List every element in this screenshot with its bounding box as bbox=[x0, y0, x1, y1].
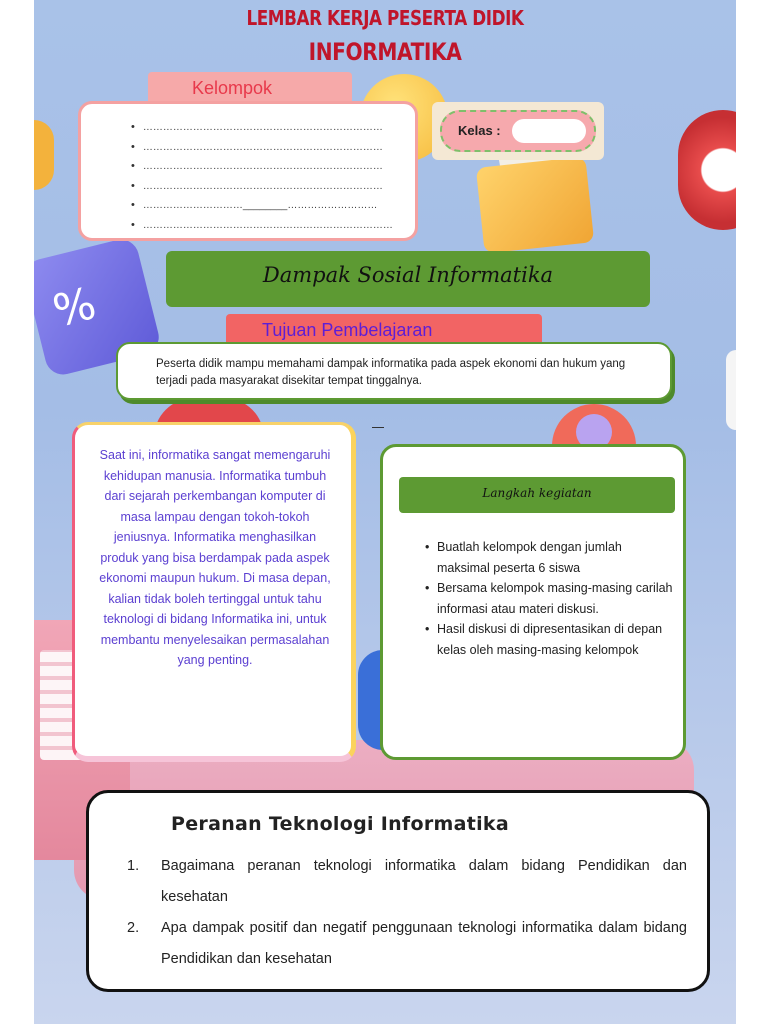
member-field[interactable]: • ……………………………………………………………… bbox=[131, 177, 393, 197]
list-item: • Bersama kelompok masing-masing carilah informasi atau materi diskusi. bbox=[425, 578, 675, 619]
topic-banner bbox=[166, 251, 650, 307]
kelas-label: Kelas : bbox=[458, 123, 501, 138]
member-field[interactable]: • ……………………………………………………………… bbox=[131, 157, 393, 177]
list-item: • Buatlah kelompok dengan jumlah maksimal peserta 6 siswa bbox=[425, 537, 675, 578]
page-subtitle: INFORMATIKA bbox=[308, 38, 462, 66]
intro-text: Saat ini, informatika sangat memengaruhi kehidupan manusia. Informatika tumbuh dari sejarah perkembangan komputer di masa lampau dengan tokoh-tokoh jeniusnya. Informatika menghasilkan produk yang bisa berdampak pada aspek ekonomi maupun hukum. Di masa depan, kalian tidak boleh tertinggal untuk tahu teknologi di bidang Informatika ini, untuk membantu menyelesaikan permasalahan yang penting. bbox=[99, 448, 331, 667]
kelas-field[interactable] bbox=[512, 119, 586, 143]
tujuan-text: Peserta didik mampu memahami dampak informatika pada aspek ekonomi dan hukum yang terjadi pada masyarakat disekitar tempat tinggalnya. bbox=[156, 358, 626, 387]
tujuan-label: Tujuan Pembelajaran bbox=[262, 320, 433, 340]
langkah-header bbox=[399, 477, 675, 513]
langkah-list bbox=[425, 537, 675, 661]
question-text: Apa dampak positif dan negatif penggunaan teknologi informatika dalam bidang Pendidikan dan kesehatan bbox=[161, 920, 687, 967]
question-number: 1. bbox=[127, 858, 140, 874]
member-field[interactable]: • ……………………………………………………………… bbox=[131, 138, 393, 158]
tujuan-box bbox=[116, 342, 672, 400]
page-title: LEMBAR KERJA PESERTA DIDIK bbox=[246, 6, 524, 30]
question-item bbox=[127, 851, 687, 912]
question-number: 2. bbox=[127, 920, 140, 936]
question-list bbox=[127, 851, 687, 975]
peranan-box bbox=[86, 790, 710, 992]
percent-symbol: % bbox=[48, 277, 102, 338]
topic-title: Dampak Sosial Informatika bbox=[262, 263, 554, 287]
peranan-title: Peranan Teknologi Informatika bbox=[171, 813, 509, 835]
member-field[interactable]: • …………………………________……………………… bbox=[131, 196, 393, 216]
member-field[interactable]: • ……………………………………………………………… bbox=[131, 118, 393, 138]
kelompok-member-list bbox=[78, 101, 418, 241]
member-field[interactable]: • ………………………………………………………………… bbox=[131, 216, 393, 236]
divider bbox=[372, 427, 384, 428]
langkah-title: Langkah kegiatan bbox=[482, 486, 592, 500]
langkah-box bbox=[380, 444, 686, 760]
worksheet-page bbox=[34, 0, 736, 1024]
kelas-frame bbox=[440, 110, 596, 152]
decorative-shape bbox=[726, 350, 736, 430]
kelompok-label: Kelompok bbox=[192, 78, 273, 98]
decorative-shape bbox=[34, 120, 54, 190]
question-item bbox=[127, 913, 687, 974]
heart-icon bbox=[678, 110, 736, 230]
intro-box bbox=[72, 422, 356, 762]
folder-icon bbox=[476, 156, 594, 253]
list-item: • Hasil diskusi di dipresentasikan di depan kelas oleh masing-masing kelompok bbox=[425, 619, 675, 660]
kelas-card bbox=[432, 102, 604, 160]
question-text: Bagaimana peranan teknologi informatika dalam bidang Pendidikan dan kesehatan bbox=[161, 858, 687, 905]
